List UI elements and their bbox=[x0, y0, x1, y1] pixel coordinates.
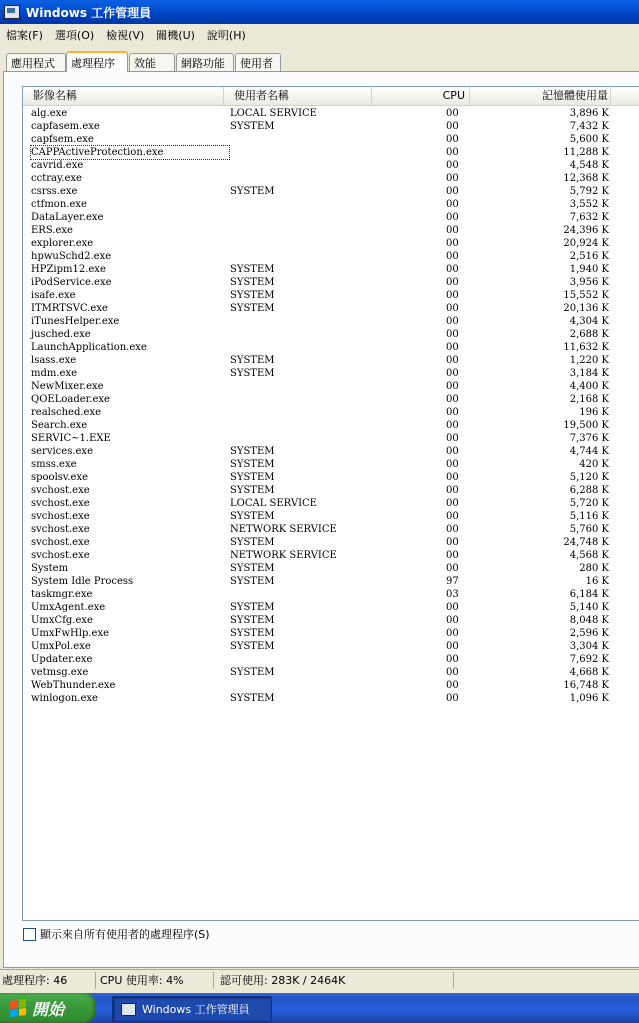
process-name: ctfmon.exe bbox=[31, 199, 87, 210]
table-row[interactable] bbox=[23, 354, 639, 367]
process-cpu: 00 bbox=[446, 134, 459, 145]
table-row[interactable] bbox=[23, 133, 639, 146]
title-bar[interactable] bbox=[0, 0, 639, 24]
process-cpu: 00 bbox=[446, 355, 459, 366]
process-memory: 2,168 K bbox=[569, 394, 609, 405]
process-memory: 6,184 K bbox=[569, 589, 609, 600]
tab-networking[interactable]: 網路功能 bbox=[176, 53, 234, 71]
process-name: svchost.exe bbox=[31, 485, 90, 496]
menu-bar bbox=[0, 25, 639, 45]
process-name: taskmgr.exe bbox=[31, 589, 93, 600]
table-row[interactable] bbox=[23, 536, 639, 549]
process-memory: 7,376 K bbox=[569, 433, 609, 444]
process-name: UmxAgent.exe bbox=[31, 602, 106, 613]
process-user: SYSTEM bbox=[230, 290, 275, 301]
process-user: LOCAL SERVICE bbox=[230, 108, 317, 119]
process-cpu: 00 bbox=[446, 342, 459, 353]
process-memory: 12,368 K bbox=[563, 173, 609, 184]
process-memory: 280 K bbox=[579, 563, 609, 574]
table-row[interactable] bbox=[23, 653, 639, 666]
process-name: System bbox=[31, 563, 69, 574]
process-cpu: 03 bbox=[446, 589, 459, 600]
process-user: SYSTEM bbox=[230, 485, 275, 496]
process-cpu: 00 bbox=[446, 381, 459, 392]
process-name: alg.exe bbox=[31, 108, 68, 119]
start-label: 開始 bbox=[32, 999, 65, 1019]
table-row[interactable] bbox=[23, 289, 639, 302]
process-memory: 4,548 K bbox=[569, 160, 609, 171]
status-commit-charge: 認可使用: 283K / 2464K bbox=[214, 972, 454, 989]
table-row[interactable] bbox=[23, 341, 639, 354]
process-name: WebThunder.exe bbox=[31, 680, 116, 691]
process-memory: 2,596 K bbox=[569, 628, 609, 639]
process-name: svchost.exe bbox=[31, 511, 90, 522]
process-memory: 5,120 K bbox=[569, 472, 609, 483]
table-row[interactable] bbox=[23, 484, 639, 497]
process-name: svchost.exe bbox=[31, 498, 90, 509]
process-memory: 16 K bbox=[585, 576, 609, 587]
process-memory: 24,396 K bbox=[563, 225, 609, 236]
process-user: SYSTEM bbox=[230, 511, 275, 522]
process-name: cctray.exe bbox=[31, 173, 82, 184]
process-name: UmxPol.exe bbox=[31, 641, 91, 652]
show-all-processes[interactable] bbox=[23, 926, 210, 942]
table-row[interactable] bbox=[23, 198, 639, 211]
table-row[interactable] bbox=[23, 302, 639, 315]
process-memory: 420 K bbox=[579, 459, 609, 470]
process-memory: 3,896 K bbox=[569, 108, 609, 119]
table-row[interactable] bbox=[23, 380, 639, 393]
process-memory: 5,760 K bbox=[569, 524, 609, 535]
process-cpu: 00 bbox=[446, 212, 459, 223]
process-user: SYSTEM bbox=[230, 602, 275, 613]
process-cpu: 00 bbox=[446, 615, 459, 626]
table-row[interactable] bbox=[23, 549, 639, 562]
process-cpu: 00 bbox=[446, 407, 459, 418]
show-all-checkbox[interactable] bbox=[23, 928, 36, 941]
process-name: ERS.exe bbox=[31, 225, 73, 236]
process-cpu: 00 bbox=[446, 277, 459, 288]
status-process-count: 處理程序: 46 bbox=[0, 972, 96, 989]
process-memory: 4,744 K bbox=[569, 446, 609, 457]
process-name: UmxFwHlp.exe bbox=[31, 628, 110, 639]
tab-processes[interactable]: 處理程序 bbox=[66, 51, 128, 72]
table-row[interactable] bbox=[23, 471, 639, 484]
process-user: SYSTEM bbox=[230, 264, 275, 275]
process-memory: 20,924 K bbox=[563, 238, 609, 249]
taskbar-task-label: Windows 工作管理員 bbox=[142, 1003, 250, 1016]
process-name: csrss.exe bbox=[31, 186, 78, 197]
table-row[interactable] bbox=[23, 224, 639, 237]
table-row[interactable] bbox=[23, 367, 639, 380]
process-name: QOELoader.exe bbox=[31, 394, 110, 405]
table-row[interactable] bbox=[23, 419, 639, 432]
table-row[interactable] bbox=[23, 588, 639, 601]
table-row[interactable] bbox=[23, 185, 639, 198]
process-user: SYSTEM bbox=[230, 667, 275, 678]
table-row[interactable] bbox=[23, 406, 639, 419]
process-memory: 3,956 K bbox=[569, 277, 609, 288]
process-memory: 1,220 K bbox=[569, 355, 609, 366]
taskbar bbox=[0, 993, 639, 1023]
start-button[interactable] bbox=[0, 993, 96, 1023]
process-memory: 5,140 K bbox=[569, 602, 609, 613]
table-row[interactable] bbox=[23, 211, 639, 224]
table-row[interactable] bbox=[23, 562, 639, 575]
process-name: SERVIC~1.EXE bbox=[31, 433, 111, 444]
process-name: explorer.exe bbox=[31, 238, 94, 249]
process-cpu: 00 bbox=[446, 173, 459, 184]
table-row[interactable] bbox=[23, 510, 639, 523]
process-cpu: 00 bbox=[446, 186, 459, 197]
process-user: SYSTEM bbox=[230, 368, 275, 379]
process-user: SYSTEM bbox=[230, 576, 275, 587]
process-cpu: 00 bbox=[446, 316, 459, 327]
table-row[interactable] bbox=[23, 601, 639, 614]
process-memory: 4,568 K bbox=[569, 550, 609, 561]
process-name: isafe.exe bbox=[31, 290, 76, 301]
process-name: winlogon.exe bbox=[31, 693, 98, 704]
process-memory: 4,304 K bbox=[569, 316, 609, 327]
process-cpu: 00 bbox=[446, 680, 459, 691]
table-row[interactable] bbox=[23, 237, 639, 250]
status-bar bbox=[0, 969, 639, 991]
process-user: SYSTEM bbox=[230, 472, 275, 483]
process-name: ITMRTSVC.exe bbox=[31, 303, 108, 314]
process-user: NETWORK SERVICE bbox=[230, 524, 337, 535]
process-name: CAPPActiveProtection.exe bbox=[31, 146, 229, 159]
process-name: NewMixer.exe bbox=[31, 381, 104, 392]
process-name: capfsem.exe bbox=[31, 134, 94, 145]
process-memory: 16,748 K bbox=[563, 680, 609, 691]
table-row[interactable] bbox=[23, 120, 639, 133]
process-user: SYSTEM bbox=[230, 615, 275, 626]
process-cpu: 00 bbox=[446, 199, 459, 210]
menu-options[interactable]: 選項(O) bbox=[54, 29, 95, 42]
process-memory: 11,632 K bbox=[563, 342, 609, 353]
table-row[interactable] bbox=[23, 276, 639, 289]
table-row[interactable] bbox=[23, 640, 639, 653]
process-memory: 5,600 K bbox=[569, 134, 609, 145]
process-cpu: 00 bbox=[446, 550, 459, 561]
process-cpu: 00 bbox=[446, 394, 459, 405]
process-memory: 4,400 K bbox=[569, 381, 609, 392]
process-memory: 24,748 K bbox=[563, 537, 609, 548]
table-row[interactable] bbox=[23, 614, 639, 627]
process-cpu: 00 bbox=[446, 524, 459, 535]
menu-shutdown[interactable]: 關機(U) bbox=[156, 29, 195, 42]
process-cpu: 00 bbox=[446, 472, 459, 483]
process-name: services.exe bbox=[31, 446, 93, 457]
process-cpu: 00 bbox=[446, 563, 459, 574]
process-cpu: 00 bbox=[446, 251, 459, 262]
tab-applications[interactable]: 應用程式 bbox=[6, 53, 66, 71]
tab-strip bbox=[0, 51, 639, 71]
task-manager-icon bbox=[121, 1003, 136, 1016]
process-cpu: 00 bbox=[446, 628, 459, 639]
process-memory: 5,720 K bbox=[569, 498, 609, 509]
table-row[interactable] bbox=[23, 458, 639, 471]
table-row[interactable] bbox=[23, 263, 639, 276]
process-name: spoolsv.exe bbox=[31, 472, 89, 483]
process-name: vetmsg.exe bbox=[31, 667, 89, 678]
process-name: realsched.exe bbox=[31, 407, 102, 418]
process-cpu: 00 bbox=[446, 459, 459, 470]
process-memory: 7,632 K bbox=[569, 212, 609, 223]
column-header-memory[interactable]: 記憶體使用量 bbox=[470, 87, 611, 105]
table-row[interactable] bbox=[23, 692, 639, 705]
table-row[interactable] bbox=[23, 432, 639, 445]
process-cpu: 00 bbox=[446, 641, 459, 652]
process-name: Updater.exe bbox=[31, 654, 93, 665]
table-row[interactable] bbox=[23, 523, 639, 536]
process-cpu: 00 bbox=[446, 654, 459, 665]
process-memory: 2,516 K bbox=[569, 251, 609, 262]
process-cpu: 00 bbox=[446, 225, 459, 236]
process-cpu: 00 bbox=[446, 238, 459, 249]
process-memory: 2,688 K bbox=[569, 329, 609, 340]
process-memory: 20,136 K bbox=[563, 303, 609, 314]
menu-file[interactable]: 檔案(F) bbox=[6, 29, 43, 42]
process-memory: 5,792 K bbox=[569, 186, 609, 197]
process-rows bbox=[23, 107, 639, 705]
table-row[interactable] bbox=[23, 575, 639, 588]
process-user: SYSTEM bbox=[230, 446, 275, 457]
process-memory: 196 K bbox=[579, 407, 609, 418]
process-cpu: 00 bbox=[446, 537, 459, 548]
process-user: SYSTEM bbox=[230, 563, 275, 574]
process-cpu: 00 bbox=[446, 290, 459, 301]
window-title: Windows 工作管理員 bbox=[26, 5, 152, 20]
process-user: SYSTEM bbox=[230, 121, 275, 132]
table-row[interactable] bbox=[23, 159, 639, 172]
process-memory: 4,668 K bbox=[569, 667, 609, 678]
process-name: LaunchApplication.exe bbox=[31, 342, 147, 353]
process-user: LOCAL SERVICE bbox=[230, 498, 317, 509]
process-cpu: 00 bbox=[446, 160, 459, 171]
table-row[interactable] bbox=[23, 107, 639, 120]
process-cpu: 00 bbox=[446, 121, 459, 132]
process-memory: 1,940 K bbox=[569, 264, 609, 275]
menu-view[interactable]: 檢視(V) bbox=[106, 29, 145, 42]
process-memory: 8,048 K bbox=[569, 615, 609, 626]
process-cpu: 00 bbox=[446, 368, 459, 379]
process-user: SYSTEM bbox=[230, 459, 275, 470]
menu-help[interactable]: 說明(H) bbox=[206, 29, 246, 42]
process-name: svchost.exe bbox=[31, 550, 90, 561]
tab-performance[interactable]: 效能 bbox=[129, 53, 175, 71]
process-memory: 7,432 K bbox=[569, 121, 609, 132]
column-header-image-name[interactable]: 影像名稱 bbox=[23, 87, 224, 105]
process-user: SYSTEM bbox=[230, 186, 275, 197]
process-memory: 3,184 K bbox=[569, 368, 609, 379]
process-name: System Idle Process bbox=[31, 576, 134, 587]
process-name: smss.exe bbox=[31, 459, 77, 470]
process-memory: 11,288 K bbox=[563, 147, 609, 158]
process-list[interactable] bbox=[22, 86, 639, 921]
process-cpu: 97 bbox=[446, 576, 459, 587]
process-memory: 7,692 K bbox=[569, 654, 609, 665]
process-name: svchost.exe bbox=[31, 524, 90, 535]
process-name: jusched.exe bbox=[31, 329, 91, 340]
process-cpu: 00 bbox=[446, 147, 459, 158]
process-memory: 15,552 K bbox=[563, 290, 609, 301]
table-row[interactable] bbox=[23, 393, 639, 406]
table-row[interactable] bbox=[23, 146, 639, 159]
process-cpu: 00 bbox=[446, 446, 459, 457]
status-cpu-usage: CPU 使用率: 4% bbox=[96, 972, 214, 989]
process-memory: 3,552 K bbox=[569, 199, 609, 210]
process-name: iTunesHelper.exe bbox=[31, 316, 120, 327]
tab-users[interactable]: 使用者 bbox=[235, 53, 281, 71]
process-cpu: 00 bbox=[446, 498, 459, 509]
process-cpu: 00 bbox=[446, 485, 459, 496]
process-memory: 3,304 K bbox=[569, 641, 609, 652]
process-name: DataLayer.exe bbox=[31, 212, 104, 223]
list-header bbox=[23, 87, 639, 106]
process-cpu: 00 bbox=[446, 511, 459, 522]
process-cpu: 00 bbox=[446, 420, 459, 431]
process-name: capfasem.exe bbox=[31, 121, 100, 132]
process-memory: 19,500 K bbox=[563, 420, 609, 431]
process-name: iPodService.exe bbox=[31, 277, 112, 288]
process-cpu: 00 bbox=[446, 433, 459, 444]
column-header-user-name[interactable]: 使用者名稱 bbox=[224, 87, 372, 105]
process-user: SYSTEM bbox=[230, 355, 275, 366]
table-row[interactable] bbox=[23, 250, 639, 263]
table-row[interactable] bbox=[23, 666, 639, 679]
process-user: SYSTEM bbox=[230, 641, 275, 652]
table-row[interactable] bbox=[23, 172, 639, 185]
table-row[interactable] bbox=[23, 445, 639, 458]
process-memory: 6,288 K bbox=[569, 485, 609, 496]
process-memory: 1,096 K bbox=[569, 693, 609, 704]
process-user: SYSTEM bbox=[230, 537, 275, 548]
process-name: hpwuSchd2.exe bbox=[31, 251, 112, 262]
process-user: SYSTEM bbox=[230, 628, 275, 639]
process-name: svchost.exe bbox=[31, 537, 90, 548]
taskbar-task-manager-button[interactable] bbox=[112, 996, 272, 1022]
process-user: NETWORK SERVICE bbox=[230, 550, 337, 561]
table-row[interactable] bbox=[23, 315, 639, 328]
process-name: mdm.exe bbox=[31, 368, 78, 379]
column-header-cpu[interactable]: CPU bbox=[372, 87, 470, 105]
process-cpu: 00 bbox=[446, 264, 459, 275]
process-name: HPZipm12.exe bbox=[31, 264, 106, 275]
process-cpu: 00 bbox=[446, 108, 459, 119]
show-all-label: 顯示來自所有使用者的處理程序(S) bbox=[40, 928, 210, 941]
process-cpu: 00 bbox=[446, 693, 459, 704]
table-row[interactable] bbox=[23, 328, 639, 341]
process-cpu: 00 bbox=[446, 329, 459, 340]
table-row[interactable] bbox=[23, 627, 639, 640]
process-cpu: 00 bbox=[446, 667, 459, 678]
process-user: SYSTEM bbox=[230, 693, 275, 704]
process-user: SYSTEM bbox=[230, 303, 275, 314]
windows-logo-icon bbox=[10, 999, 26, 1017]
process-user: SYSTEM bbox=[230, 277, 275, 288]
table-row[interactable] bbox=[23, 679, 639, 692]
process-cpu: 00 bbox=[446, 303, 459, 314]
process-name: Search.exe bbox=[31, 420, 88, 431]
task-manager-icon bbox=[4, 5, 20, 19]
process-name: cavrid.exe bbox=[31, 160, 84, 171]
process-name: UmxCfg.exe bbox=[31, 615, 93, 626]
table-row[interactable] bbox=[23, 497, 639, 510]
process-memory: 5,116 K bbox=[569, 511, 609, 522]
process-name: lsass.exe bbox=[31, 355, 77, 366]
process-cpu: 00 bbox=[446, 602, 459, 613]
